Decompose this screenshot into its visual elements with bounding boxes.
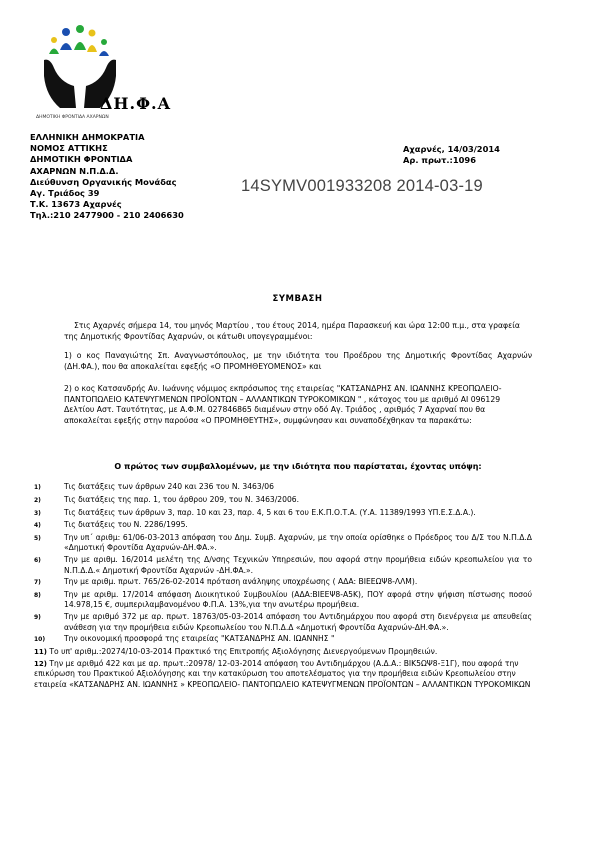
registry-stamp: 14SYMV001933208 2014-03-19 xyxy=(241,177,483,195)
header-line: Τ.Κ. 13673 Αχαρνές xyxy=(30,199,122,210)
section-subtitle: Ο πρώτος των συμβαλλομένων, με την ιδιότητα που παρίσταται, έχοντας υπόψη: xyxy=(114,462,482,471)
paragraph: Στις Αχαρνές σήμερα 14, του μηνός Μαρτίου , του έτους 2014, ημέρα Παρασκευή και ώρα 12:00 π.μ., στα γραφεία της Δημοτικής Φροντίδας Αχαρνών, οι κάτωθι υπογεγραμμένοι: xyxy=(64,321,520,341)
intro-paragraph-3 xyxy=(64,384,532,426)
header-line: ΕΛΛΗΝΙΚΗ ΔΗΜΟΚΡΑΤΙΑ xyxy=(30,132,145,142)
header-line: Αγ. Τριάδος 39 xyxy=(30,188,100,199)
header-line: Τηλ.:210 2477900 - 210 2406630 xyxy=(30,210,184,221)
header-line: ΝΟΜΟΣ ΑΤΤΙΚΗΣ xyxy=(30,143,108,154)
list-item: 6) Την με αριθμ. 16/2014 μελέτη της Δ/νσης Τεχνικών Υπηρεσιών, που αφορά στην προμήθεια ειδών κρεοπωλείου για το Ν.Π.Δ.Δ.« Δημοτική Φροντίδα Αχαρνών -ΔΗ.ΦΑ.». xyxy=(34,555,532,575)
list-item: 5) Την υπ΄ αριθμ: 61/06-03-2013 απόφαση του Δημ. Συμβ. Αχαρνών, με την οποία ορίσθηκε ο Πρόεδρος του Δ/Σ του Ν.Π.Δ.Δ «Δημοτική Φροντίδα Αχαρνών-ΔΗ.ΦΑ.». xyxy=(34,533,532,553)
header-line: Διεύθυνση Οργανικής Μονάδας xyxy=(30,176,177,187)
sender-address-block xyxy=(30,132,184,222)
list-item: 3) Τις διατάξεις των άρθρων 3, παρ. 10 και 23, παρ. 4, 5 και 6 του Ε.Κ.Π.Ο.Τ.Α. (Υ.Α. 11389/1993 ΥΠ.Ε.Σ.Δ.Α.). xyxy=(34,507,476,517)
header-line: ΑΧΑΡΝΩΝ Ν.Π.Δ.Δ. xyxy=(30,165,119,176)
date-protocol-block xyxy=(403,144,500,166)
logo-name: ΔΗ.Φ.Α xyxy=(100,94,172,113)
list-item: 2) Τις διατάξεις της παρ. 1, του άρθρου 209, του Ν. 3463/2006. xyxy=(34,494,300,504)
list-item: 1) Τις διατάξεις των άρθρων 240 και 236 του Ν. 3463/06 xyxy=(34,482,274,491)
list-item: 8) Την με αριθμ. 17/2014 απόφαση Διοικητικού Συμβουλίου (ΑΔΑ:ΒΙΕΕΨ8-Α5Κ), ΠΟΥ αφορά στην ψήφιση πίστωσης ποσού 14.978,15 €, συμπεριλαμβανομένου Φ.Π.Α. 13%,για την ανωτέρω προμήθεια. xyxy=(34,590,532,610)
header-line: ΔΗΜΟΤΙΚΗ ΦΡΟΝΤΙΔΑ xyxy=(30,154,133,165)
organization-logo xyxy=(36,20,172,120)
list-item: 4) Τις διατάξεις του Ν. 2286/1995. xyxy=(34,520,188,530)
list-item: 9) Την με αριθμό 372 με αρ. πρωτ. 18763/05-03-2014 απόφαση του Αντιδημάρχου που αφορά στη διενέργεια με απευθείας ανάθεση για την προμήθεια ειδών Κρεοπωλείου του Ν.Π.Δ.Δ «Δημοτική Φροντίδα Αχαρνών-ΔΗ.ΦΑ.». xyxy=(34,612,532,632)
paragraph: 1) ο κος Παναγιώτης Σπ. Αναγνωστόπουλος, με την ιδιότητα του Προέδρου της Δημοτικής Φροντίδας Αχαρνών (ΔΗ.ΦΑ.), που θα αποκαλείται εφεξής «Ο ΠΡΟΜΗΘΕΥΟΜΕΝΟΣ» και xyxy=(64,351,532,371)
list-item: 11) Το υπ' αριθμ.:20274/10-03-2014 Πρακτικό της Επιτροπής Αξιολόγησης Διενεργούμενων Προμηθειών. xyxy=(34,647,438,657)
document-title: ΣΥΜΒΑΣΗ xyxy=(272,294,323,304)
considerations-list xyxy=(34,482,532,691)
paragraph: 2) ο κος Κατσανδρής Αν. Ιωάννης νόμιμος εκπρόσωπος της εταιρείας "ΚΑΤΣΑΝΔΡΗΣ ΑΝ. ΙΩΑΝΝΗΣ ΚΡΕΟΠΩΛΕΙΟ- ΠΑΝΤΟΠΩΛΕΙΟ ΚΑΤΕΨΥΓΜΕΝΩΝ ΠΡΟΪΟΝΤΩΝ – ΑΛΛΑΝΤΙΚΩΝ ΤΥΡΟΚΟΜΙΚΩΝ " , κάτοχος του με αριθμό ΑΙ 096129 Δελτίου Αστ. Ταυτότητας, με Α.Φ.Μ. 027846865 διαμένων στην οδό Αγ. Τριάδος , αριθμός 7 Αχαρναί που θα αποκαλείται εφεξής στην παρούσα «Ο ΠΡΟΜΗΘΕΥΤΗΣ», συμφώνησαν και συναποδέχθηκαν τα παρακάτω: xyxy=(64,384,502,425)
document-date: Αχαρνές, 14/03/2014 xyxy=(403,144,500,154)
list-item: 10) Την οικονομική προσφορά της εταιρείας "ΚΑΤΣΑΝΔΡΗΣ ΑΝ. ΙΩΑΝΝΗΣ " xyxy=(34,634,335,644)
logo-subtitle: ΔΗΜΟΤΙΚΗ ΦΡΟΝΤΙΔΑ ΑΧΑΡΝΩΝ xyxy=(36,115,109,120)
intro-paragraph-1 xyxy=(64,321,532,342)
list-item: 7) Την με αριθμ. πρωτ. 765/26-02-2014 πρόταση ανάληψης υποχρέωσης ( ΑΔΑ: ΒΙΕΕΩΨ8-ΛΛΜ). xyxy=(34,577,418,587)
protocol-number: Αρ. πρωτ.:1096 xyxy=(403,155,476,166)
list-item: 12) Την με αριθμό 422 και με αρ. πρωτ.:20978/ 12-03-2014 απόφαση του Αντιδημάρχου (Α.Δ.Α.: ΒΙΚ5ΩΨ8-Ξ1Γ), που αφορά την επικύρωση του Πρακτικού Αξιολόγησης και την κατακύρωση του αποτελέσματος για την προμήθεια ειδών Κρεοπωλείου στην εταιρεία «ΚΑΤΣΑΝΔΡΗΣ ΑΝ. ΙΩΑΝΝΗΣ » ΚΡΕΟΠΩΛΕΙΟ- ΠΑΝΤΟΠΩΛΕΙΟ ΚΑΤΕΨΥΓΜΕΝΩΝ ΠΡΟΪΟΝΤΩΝ – ΑΛΛΑΝΤΙΚΩΝ ΤΥΡΟΚΟΜΙΚΩΝ xyxy=(34,658,531,689)
intro-paragraph-2 xyxy=(64,351,532,372)
